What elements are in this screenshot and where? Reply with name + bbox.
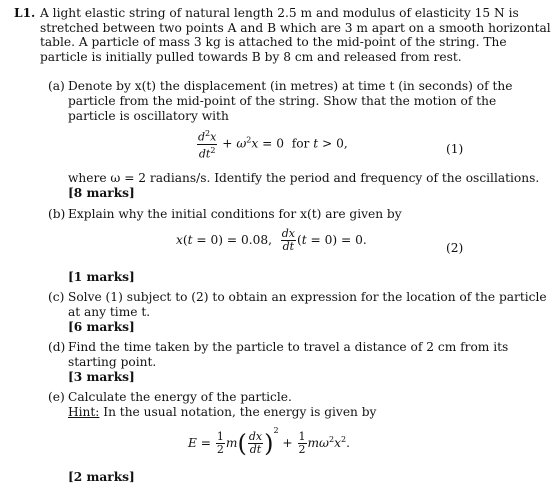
energy-equation: E = $\frac{1}{2}$ m( $\frac{dx}{dt}$ )$^2$ + $\frac{1}{2}$ $m\omega^2x^2$. (188, 426, 350, 458)
part-e-line: Calculate the energy of the particle. (68, 390, 292, 404)
part-d-line: starting point. (68, 355, 157, 369)
part-a-line: Denote by x(t) the displacement (in metres) at time t (in seconds) of the (68, 79, 513, 93)
equation-1-number: (1) (446, 142, 464, 156)
hint-text: In the usual notation, the energy is given by (99, 405, 377, 419)
part-e-marks: [2 marks] (68, 470, 135, 484)
part-d-marks: [3 marks] (68, 370, 135, 384)
part-a-label: (a) (48, 79, 65, 93)
problem-number: L1. (14, 6, 36, 20)
part-a-after: where ω = 2 radians/s. Identify the period and frequency of the oscillations. (68, 171, 540, 185)
part-a-line: particle is oscillatory with (68, 109, 229, 123)
part-d-label: (d) (48, 340, 66, 354)
part-c-line: at any time t. (68, 305, 151, 319)
part-c-label: (c) (48, 290, 65, 304)
hint-label: Hint: (68, 405, 100, 419)
part-d-line: Find the time taken by the particle to travel a distance of 2 cm from its (68, 340, 509, 354)
intro-line: A light elastic string of natural length 2.5 m and modulus of elasticity 15 N is (40, 6, 519, 20)
part-c-marks: [6 marks] (68, 320, 135, 334)
equation-1: $\frac{d^2x}{dt^2}$ + $\omega^2x = 0$ for t > 0, (198, 129, 348, 161)
intro-line: table. A particle of mass 3 kg is attached to the mid-point of the string. The (40, 35, 507, 49)
part-c-line: Solve (1) subject to (2) to obtain an expression for the location of the particle (68, 290, 547, 304)
part-e-hint (68, 405, 376, 420)
equation-2: x(t = 0) = 0.08, $\frac{dx}{dt}$ (t = 0) = 0. (176, 227, 367, 253)
problem-intro (40, 6, 551, 64)
part-e-label: (e) (48, 390, 65, 404)
part-a-line: particle from the mid-point of the string. Show that the motion of the (68, 94, 497, 108)
intro-line: stretched between two points A and B which are 3 m apart on a smooth horizontal (40, 20, 551, 35)
part-b-label: (b) (48, 207, 66, 221)
part-b-marks: [1 marks] (68, 270, 135, 284)
equation-2-number: (2) (446, 241, 464, 255)
part-a-marks: [8 marks] (68, 186, 135, 200)
part-b-line: Explain why the initial conditions for x(t) are given by (68, 207, 402, 221)
intro-line: particle is initially pulled towards B by 8 cm and released from rest. (40, 49, 462, 64)
